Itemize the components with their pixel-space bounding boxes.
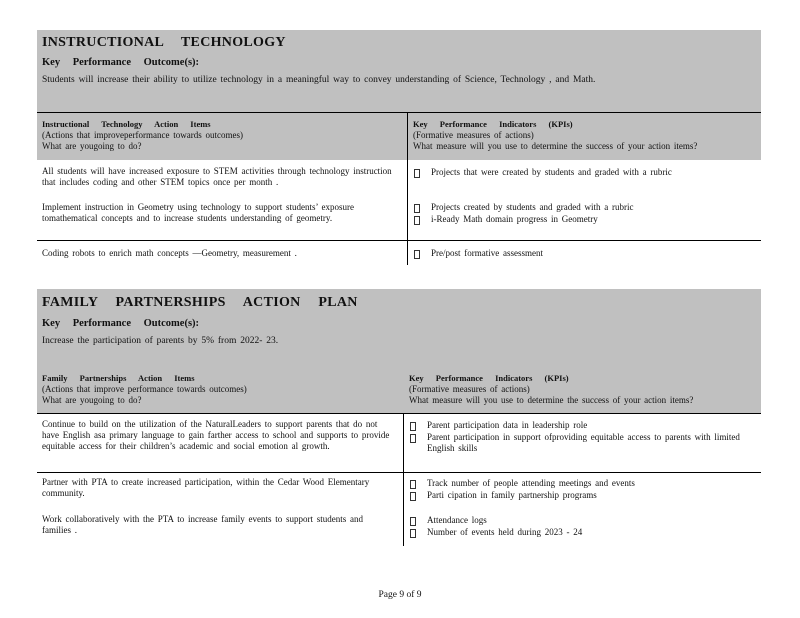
family-right-column-header: [409, 373, 759, 406]
family-left-header-line3: What are yougoing to do?: [42, 395, 142, 405]
checkbox-glyph-icon: [414, 250, 420, 259]
instructional-kpi-list: [413, 202, 758, 225]
kpi-list-item: [409, 515, 759, 527]
checkbox-glyph-icon: [410, 492, 416, 501]
instructional-kpi-list: [413, 248, 758, 260]
kpi-text: Pre/post formative assessment: [431, 248, 543, 258]
family-right-header-line3: What measure will you use to determine the success of your action items?: [409, 395, 694, 405]
family-action-item: Work collaboratively with the PTA to increase family events to support students and families .: [42, 514, 363, 535]
kpi-text: Attendance logs: [427, 515, 487, 525]
family-kpi-list: [409, 420, 759, 455]
instructional-right-header-title: Key Performance Indicators (KPIs): [413, 119, 573, 129]
instructional-top-rule: [37, 112, 761, 113]
kpi-text: Track number of people attending meetings and events: [427, 478, 635, 488]
instructional-left-header-line2: (Actions that improveperformance towards outcomes): [42, 130, 243, 140]
family-right-header-title: Key Performance Indicators (KPIs): [409, 373, 569, 383]
kpi-list-item: [409, 478, 759, 490]
checkbox-glyph-icon: [410, 517, 416, 526]
family-outcome: Increase the participation of parents by 5% from 2022- 23.: [42, 336, 279, 346]
kpi-text: Parent participation in support ofproviding equitable access to parents with limited English skills: [427, 431, 740, 453]
instructional-header-band: [37, 30, 761, 160]
kpi-text: i-Ready Math domain progress in Geometry: [431, 213, 598, 224]
checkbox-glyph-icon: [414, 169, 420, 178]
instructional-row-divider: [37, 240, 761, 241]
kpi-list-item: [413, 202, 758, 214]
family-left-header-title: Family Partnerships Action Items: [42, 373, 195, 383]
checkbox-glyph-icon: [414, 204, 420, 213]
instructional-action-item: All students will have increased exposure to STEM activities through technology instruction that includes coding and other STEM topics once per month .: [42, 166, 392, 187]
kpi-list-item: [409, 527, 759, 539]
checkbox-glyph-icon: [410, 529, 416, 538]
kpi-list-item: [409, 490, 759, 502]
instructional-left-header-line3: What are yougoing to do?: [42, 141, 142, 151]
instructional-title: INSTRUCTIONAL TECHNOLOGY: [42, 35, 286, 50]
kpi-text: Number of events held during 2023 - 24: [427, 526, 583, 537]
kpi-text: Parti cipation in family partnership programs: [427, 489, 597, 500]
instructional-right-column-header: [413, 119, 758, 152]
instructional-kpi-list: [413, 167, 758, 179]
family-kpi-list: [409, 515, 759, 538]
family-left-header-line2: (Actions that improve performance towards outcomes): [42, 384, 247, 394]
checkbox-glyph-icon: [410, 434, 416, 443]
family-kpo-label: Key Performance Outcome(s):: [42, 318, 200, 329]
family-kpi-list: [409, 478, 759, 501]
checkbox-glyph-icon: [414, 216, 420, 225]
family-column-divider: [403, 413, 404, 546]
instructional-left-column-header: [42, 119, 402, 152]
checkbox-glyph-icon: [410, 422, 416, 431]
family-action-item: Partner with PTA to create increased participation, within the Cedar Wood Elementary community.: [42, 477, 370, 498]
kpi-text: Projects that were created by students and graded with a rubric: [431, 167, 672, 177]
instructional-right-header-line2: (Formative measures of actions): [413, 130, 534, 140]
kpi-list-item: [409, 432, 759, 455]
family-header-band: [37, 289, 761, 413]
instructional-outcome: Students will increase their ability to utilize technology in a meaningful way to convey understanding of Science, Technology , and Math.: [42, 75, 596, 85]
instructional-left-header-title: Instructional Technology Action Items: [42, 119, 211, 129]
instructional-kpo-label: Key Performance Outcome(s):: [42, 57, 200, 68]
family-left-column-header: [42, 373, 402, 406]
family-partnerships-section: [37, 289, 761, 546]
kpi-list-item: [413, 214, 758, 226]
checkbox-glyph-icon: [410, 480, 416, 489]
kpi-text: Parent participation data in leadership role: [427, 420, 588, 430]
family-top-rule: [37, 413, 761, 414]
family-title: FAMILY PARTNERSHIPS ACTION PLAN: [42, 295, 358, 310]
instructional-right-header-line3: What measure will you use to determine the success of your action items?: [413, 141, 698, 151]
family-action-item: Continue to build on the utilization of the NaturalLeaders to support parents that do not have English asa primary language to gain farther access to school and supports to provide equitable access for their children’s academic and social emotion al growth.: [42, 419, 390, 451]
kpi-text: Projects created by students and graded with a rubric: [431, 202, 634, 212]
page-number: Page 9 of 9: [378, 590, 422, 600]
instructional-technology-section: [37, 30, 761, 265]
kpi-list-item: [409, 420, 759, 432]
kpi-list-item: [413, 167, 758, 179]
family-row-divider: [37, 472, 761, 473]
instructional-action-item: Implement instruction in Geometry using technology to support students’ exposure tomathematical concepts and to increase students understanding of geometry.: [42, 202, 355, 223]
family-right-header-line2: (Formative measures of actions): [409, 384, 530, 394]
kpi-list-item: [413, 248, 758, 260]
instructional-column-divider: [407, 112, 408, 265]
instructional-action-item: Coding robots to enrich math concepts —Geometry, measurement .: [42, 248, 297, 258]
